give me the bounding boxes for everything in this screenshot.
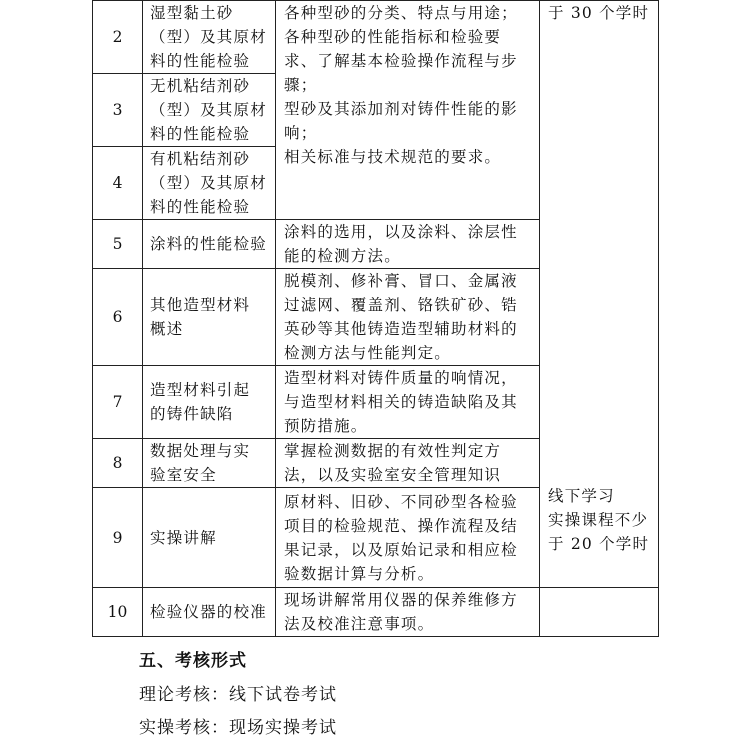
table-row: [93, 1, 659, 74]
item-content: 掌握检测数据的有效性判定方 法，以及实验室安全管理知识: [276, 439, 540, 488]
hours-note-bottom: 线下学习 实操课程不少 于 20 个学时: [540, 588, 659, 637]
item-content: 原材料、旧砂、不同砂型各检验 项目的检验规范、操作流程及结 果记录，以及原始记录和相应检 验数据计算与分析。: [276, 488, 540, 588]
row-number: 10: [93, 588, 143, 637]
item-name: 数据处理与实 验室安全: [143, 439, 276, 488]
hours-note-top: 于 30 个学时: [540, 1, 659, 588]
item-content: 各种型砂的分类、特点与用途； 各种型砂的性能指标和检验要 求、了解基本检验操作流程与步 骤； 型砂及其添加剂对铸件性能的影 响； 相关标准与技术规范的要求。: [276, 1, 540, 220]
row-number: 9: [93, 488, 143, 588]
section-heading: 五、考核形式: [139, 651, 247, 671]
item-content: 造型材料对铸件质量的响情况， 与造型材料相关的铸造缺陷及其 预防措施。: [276, 366, 540, 439]
table-row: [93, 588, 659, 637]
item-content: 脱模剂、修补膏、冒口、金属液 过滤网、覆盖剂、铬铁矿砂、锆 英砂等其他铸造造型辅助材料的 检测方法与性能判定。: [276, 269, 540, 366]
item-name: 有机粘结剂砂 （型）及其原材 料的性能检验: [143, 147, 276, 220]
item-name: 造型材料引起 的铸件缺陷: [143, 366, 276, 439]
row-number: 2: [93, 1, 143, 74]
item-name: 检验仪器的校准: [143, 588, 276, 637]
row-number: 4: [93, 147, 143, 220]
item-content: 涂料的选用，以及涂料、涂层性 能的检测方法。: [276, 220, 540, 269]
practice-assessment: 实操考核：现场实操考试: [139, 718, 337, 738]
row-number: 8: [93, 439, 143, 488]
item-content: 现场讲解常用仪器的保养维修方 法及校准注意事项。: [276, 588, 540, 637]
course-table: [92, 0, 659, 637]
row-number: 6: [93, 269, 143, 366]
theory-assessment: 理论考核：线下试卷考试: [139, 685, 337, 705]
item-name: 实操讲解: [143, 488, 276, 588]
row-number: 7: [93, 366, 143, 439]
item-name: 无机粘结剂砂 （型）及其原材 料的性能检验: [143, 74, 276, 147]
item-name: 涂料的性能检验: [143, 220, 276, 269]
item-name: 其他造型材料 概述: [143, 269, 276, 366]
row-number: 5: [93, 220, 143, 269]
item-name: 湿型黏土砂 （型）及其原材 料的性能检验: [143, 1, 276, 74]
row-number: 3: [93, 74, 143, 147]
